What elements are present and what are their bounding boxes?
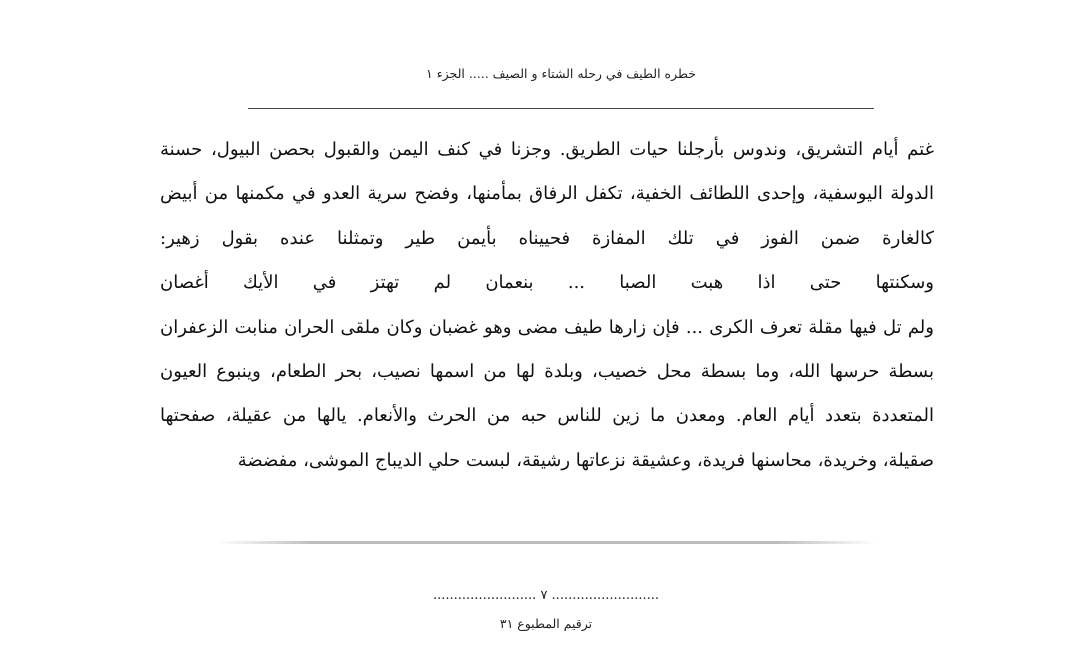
page-number: .......................... ٧ ......................... bbox=[432, 588, 659, 603]
text-line-2: الدولة اليوسفية، وإحدى اللطائف الخفية، تكفل الرفاق بمأمنها، وفضح سرية العدو في مكمنها من أبيض bbox=[160, 183, 934, 205]
body-text bbox=[160, 128, 934, 483]
text-line-7: المتعددة بتعدد أيام العام. ومعدن ما زين للناس حبه من الحرث والأنعام. يالها من عقيلة، صفحتها bbox=[160, 405, 934, 427]
text-line-1: غتم أيام التشريق، وندوس بأرجلنا حيات الطريق. وجزنا في كنف اليمن والقبول بحصن البيول، حسنة bbox=[160, 139, 934, 160]
text-line-5: ولم تل فيها مقلة تعرف الكرى ... فإن زارها طيف مضى وهو غضبان وكان ملقى الحران منابت الزعفران bbox=[160, 316, 934, 338]
text-line-6: بسطة حرسها الله، وما بسطة محل خصيب، وبلدة لها من اسمها نصيب، بحر الطعام، وينبوع العيون bbox=[160, 360, 934, 382]
footer-divider bbox=[216, 541, 876, 544]
text-line-8: صقيلة، وخريدة، محاسنها فريدة، وعشيقة نزعاتها رشيقة، لبست حلي الديباج الموشى، مفضضة bbox=[237, 449, 934, 471]
header-rule bbox=[248, 108, 874, 109]
printed-page-number: ترقيم المطبوع ٣١ bbox=[499, 616, 593, 631]
verse-line: وسكنتها حتى اذا هبت الصبا ... بنعمان لم تهتز في الأيك أغصان bbox=[160, 272, 934, 294]
running-header: خطره الطيف في رحله الشتاء و الصيف ..... الجزء ١ bbox=[426, 66, 696, 81]
text-line-3: كالغارة ضمن الفوز في تلك المفازة فحييناه بأيمن طير وتمثلنا عنده بقول زهير: bbox=[160, 227, 934, 249]
